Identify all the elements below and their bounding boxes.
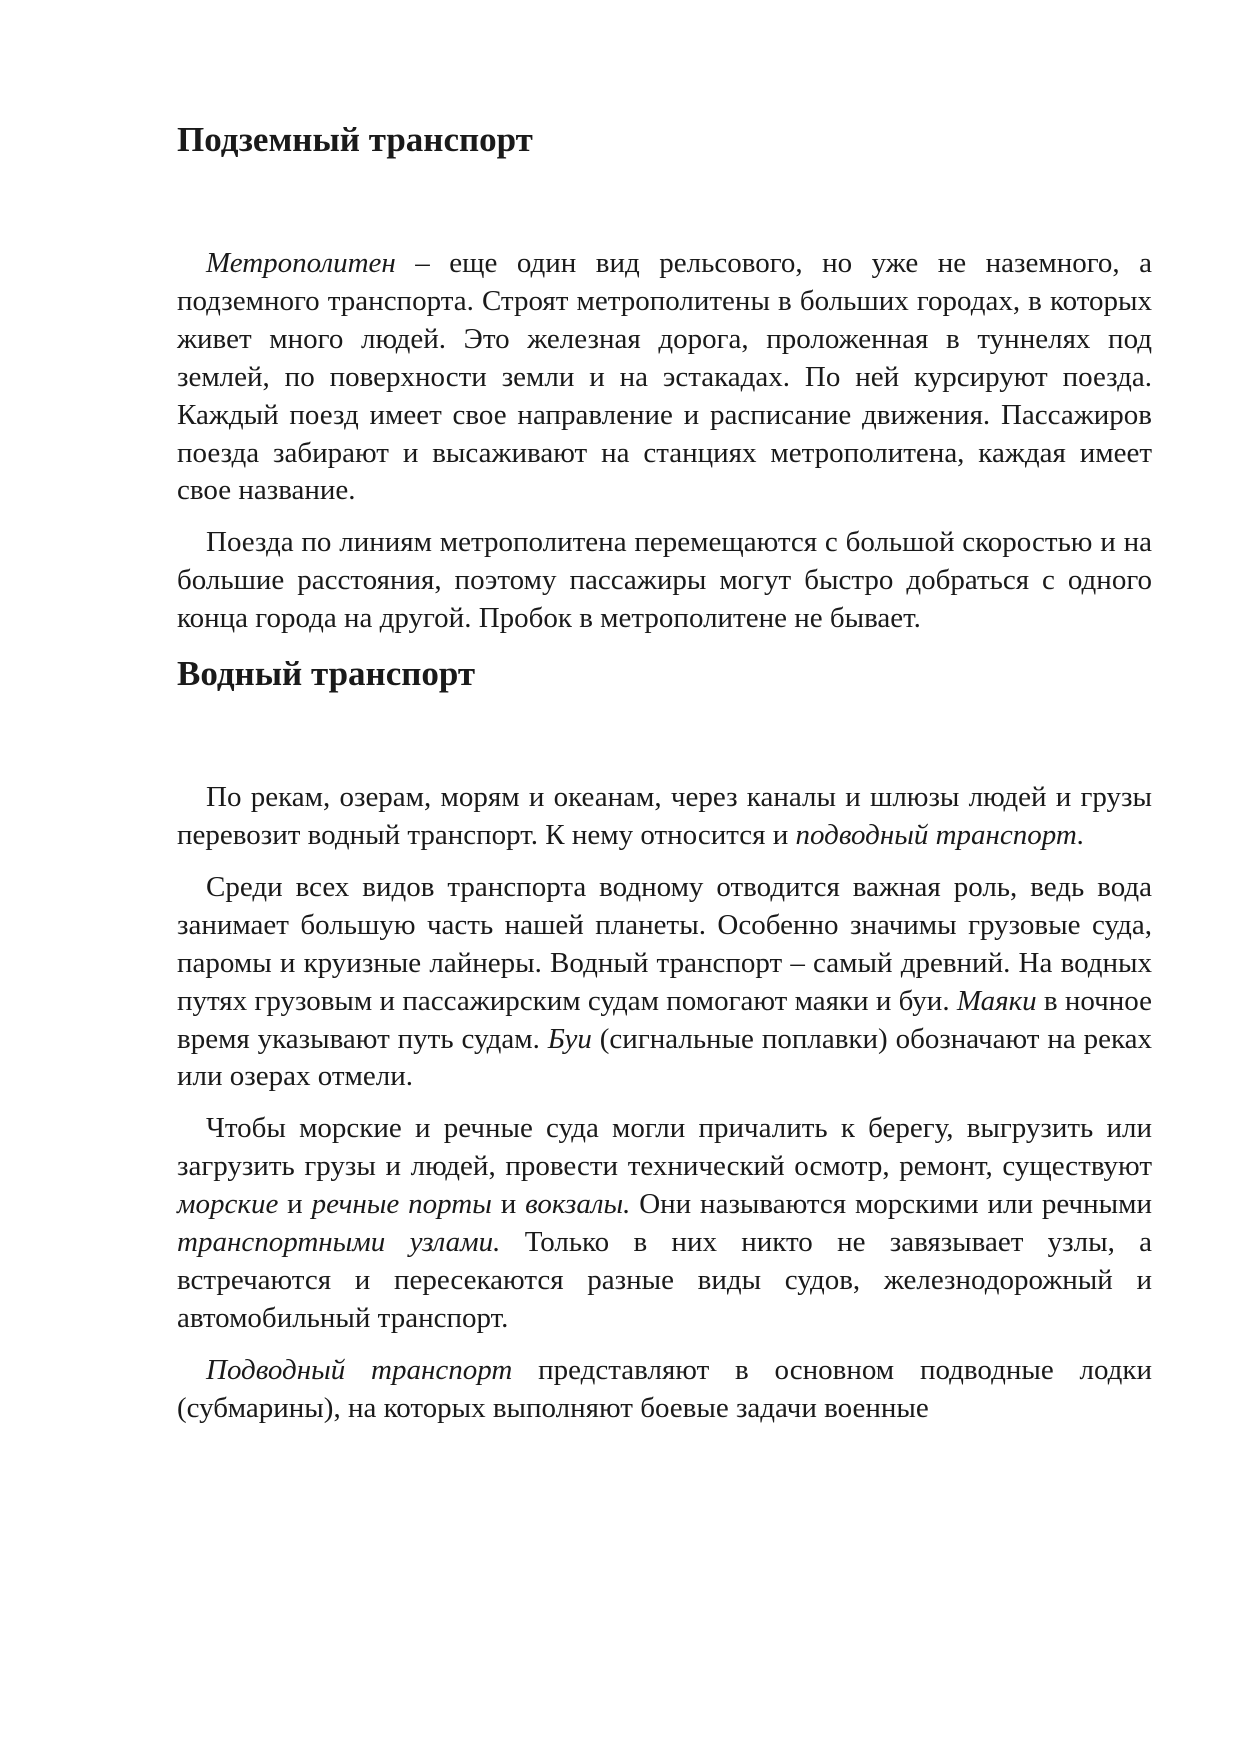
italic-term: морские: [177, 1188, 279, 1221]
italic-term: подводный транспорт.: [795, 818, 1085, 851]
paragraph: [177, 779, 1152, 855]
text-run: Они называются морскими или речными: [630, 1188, 1152, 1221]
italic-term: вокзалы.: [525, 1188, 631, 1221]
italic-term: Маяки: [956, 984, 1037, 1017]
text-run: и: [278, 1188, 312, 1221]
text-run: По рекам, озерам, морям и океанам, через каналы и шлюзы людей и грузы перевозит водный транспорт. К нему относится и: [177, 781, 1152, 851]
italic-term: Подводный транспорт: [206, 1353, 513, 1386]
text-run: Среди всех видов транспорта водному отводится важная роль, ведь вода занимает большую часть нашей планеты. Особенно значимы грузовые суда, паромы и круизные лайнеры. Водный транспорт – самый древний. На водных путях грузовым и пассажирским судам помогают маяки и буи.: [177, 870, 1152, 1017]
text-run: представляют в основном подводные лодки (субмарины), на которых выполняют боевые задачи военные: [177, 1353, 1152, 1424]
text-run: (сигнальные поплавки) обозначают на реках или озерах отмели.: [177, 1022, 1152, 1093]
text-run: Чтобы морские и речные суда могли причалить к берегу, выгрузить или загрузить грузы и людей, провести технический осмотр, ремонт, существуют: [177, 1112, 1152, 1183]
page-content: [177, 118, 1152, 1442]
text-run: Поезда по линиям метрополитена перемещаются с большой скоростью и на большие расстояния, поэтому пассажиры могут быстро добраться с одного конца города на другой. Пробок в метрополитене не бывает.: [177, 526, 1152, 635]
text-run: Только в них никто не завязывает узлы, а встречаются и пересекаются разные виды судов, железнодорожный и автомобильный транспорт.: [177, 1226, 1152, 1334]
paragraph: [177, 1352, 1152, 1428]
italic-term: Буи: [547, 1022, 592, 1055]
italic-term: транспортными узлами.: [177, 1226, 501, 1259]
italic-term: Метрополитен: [206, 247, 396, 279]
paragraph: [177, 1110, 1152, 1337]
italic-term: речные порты: [311, 1188, 492, 1221]
section-heading-water: Водный транспорт: [177, 654, 476, 694]
section-heading-underground: Подземный транспорт: [177, 120, 533, 159]
paragraph: [177, 869, 1152, 1096]
text-run: – еще один вид рельсового, но уже не наземного, а подземного транспорта. Строят метрополитены в больших городах, в которых живет много людей. Это железная дорога, проложенная в туннелях под землей, по поверхности земли и на эстакадах. По ней курсируют поезда. Каждый поезд имеет свое направление и расписание движения. Пассажиров поезда забирают и высаживают на станциях метрополитена, каждая имеет свое название.: [177, 247, 1152, 507]
paragraph: [177, 245, 1152, 510]
text-run: в ночное время указывают путь судам.: [177, 984, 1152, 1055]
text-run: и: [491, 1188, 526, 1221]
paragraph: [177, 524, 1152, 638]
